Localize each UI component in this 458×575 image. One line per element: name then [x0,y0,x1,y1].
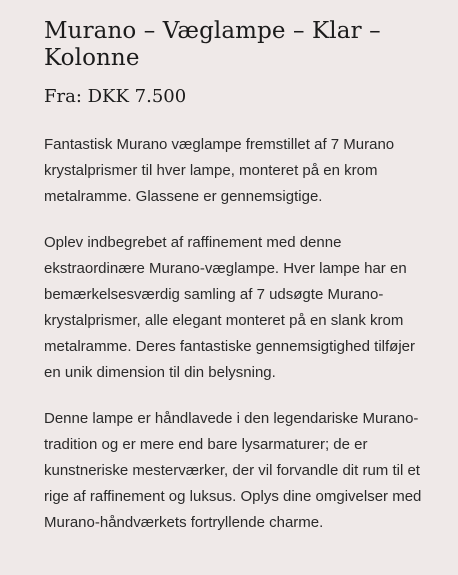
description-paragraph-3: Denne lampe er håndlavede i den legendariske Murano-tradition og er mere end bare lysarmaturer; de er kunstneriske mesterværker, der vil forvandle dit rum til et rige af raffinement og luksus. Oplys dine omgivelser med Murano-håndværkets fortryllende charme. [44,410,422,531]
product-title: Murano – Væglampe – Klar – Kolonne [44,18,381,71]
description-paragraph-2: Oplev indbegrebet af raffinement med denne ekstraordinære Murano-væglampe. Hver lampe har en bemærkelsesværdig samling af 7 udsøgte Murano-krystalprismer, alle elegant monteret på en slank krom metalramme. Deres fantastiske gennemsigtighed tilføjer en unik dimension til din belysning. [44,234,415,381]
description-paragraph-1: Fantastisk Murano væglampe fremstillet af 7 Murano krystalprismer til hver lampe, monteret på en krom metalramme. Glassene er gennemsigtige. [44,136,395,205]
product-description [44,132,438,536]
product-price: Fra: DKK 7.500 [44,86,187,107]
